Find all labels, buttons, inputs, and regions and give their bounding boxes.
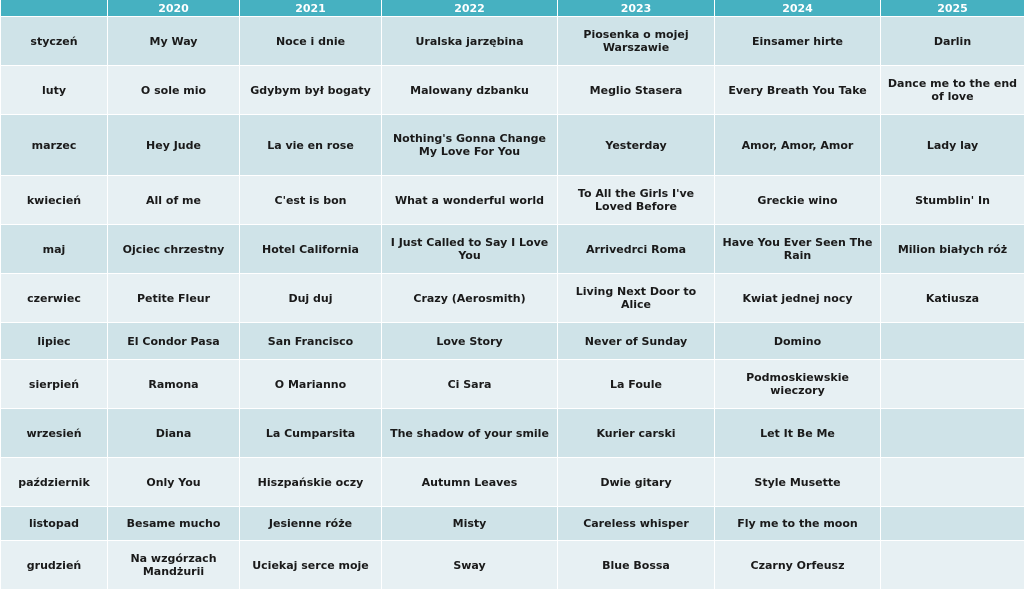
- song-cell: Domino: [715, 323, 881, 360]
- table-row: [1, 541, 1024, 590]
- song-cell: Stumblin' In: [881, 176, 1024, 225]
- table-row: [1, 507, 1024, 541]
- song-cell: San Francisco: [240, 323, 382, 360]
- table-row: [1, 176, 1024, 225]
- song-cell: La Foule: [558, 360, 715, 409]
- table-row: [1, 323, 1024, 360]
- song-cell: Nothing's Gonna Change My Love For You: [382, 115, 558, 176]
- month-cell: październik: [1, 458, 108, 507]
- month-cell: sierpień: [1, 360, 108, 409]
- year-header: 2023: [558, 0, 715, 17]
- song-cell: Sway: [382, 541, 558, 590]
- song-cell: Malowany dzbanku: [382, 66, 558, 115]
- header-corner-cell: [1, 0, 108, 17]
- song-cell: Amor, Amor, Amor: [715, 115, 881, 176]
- song-cell: Piosenka o mojej Warszawie: [558, 17, 715, 66]
- song-cell: Duj duj: [240, 274, 382, 323]
- table-row: [1, 66, 1024, 115]
- song-cell: Darlin: [881, 17, 1024, 66]
- song-cell: Careless whisper: [558, 507, 715, 541]
- song-cell: Hotel California: [240, 225, 382, 274]
- song-cell: Kwiat jednej nocy: [715, 274, 881, 323]
- song-cell: Uralska jarzębina: [382, 17, 558, 66]
- table-row: [1, 225, 1024, 274]
- song-cell: Kurier carski: [558, 409, 715, 458]
- song-cell: Uciekaj serce moje: [240, 541, 382, 590]
- song-cell: Jesienne róże: [240, 507, 382, 541]
- song-cell: Noce i dnie: [240, 17, 382, 66]
- song-cell: [881, 360, 1024, 409]
- song-cell: What a wonderful world: [382, 176, 558, 225]
- month-cell: luty: [1, 66, 108, 115]
- month-cell: wrzesień: [1, 409, 108, 458]
- song-cell: Let It Be Me: [715, 409, 881, 458]
- year-header: 2021: [240, 0, 382, 17]
- month-cell: listopad: [1, 507, 108, 541]
- year-header: 2020: [108, 0, 240, 17]
- song-cell: All of me: [108, 176, 240, 225]
- month-cell: marzec: [1, 115, 108, 176]
- month-cell: lipiec: [1, 323, 108, 360]
- song-cell: Have You Ever Seen The Rain: [715, 225, 881, 274]
- song-cell: Yesterday: [558, 115, 715, 176]
- month-cell: maj: [1, 225, 108, 274]
- song-cell: Style Musette: [715, 458, 881, 507]
- song-cell: Fly me to the moon: [715, 507, 881, 541]
- song-cell: I Just Called to Say I Love You: [382, 225, 558, 274]
- table-row: [1, 274, 1024, 323]
- song-cell: Blue Bossa: [558, 541, 715, 590]
- song-cell: Einsamer hirte: [715, 17, 881, 66]
- song-cell: Ojciec chrzestny: [108, 225, 240, 274]
- song-cell: Diana: [108, 409, 240, 458]
- song-cell: Living Next Door to Alice: [558, 274, 715, 323]
- song-cell: Crazy (Aerosmith): [382, 274, 558, 323]
- song-cell: Milion białych róż: [881, 225, 1024, 274]
- song-cell: Every Breath You Take: [715, 66, 881, 115]
- month-cell: styczeń: [1, 17, 108, 66]
- song-cell: Podmoskiewskie wieczory: [715, 360, 881, 409]
- song-cell: O sole mio: [108, 66, 240, 115]
- song-cell: Hey Jude: [108, 115, 240, 176]
- year-header: 2024: [715, 0, 881, 17]
- year-header: 2022: [382, 0, 558, 17]
- song-cell: To All the Girls I've Loved Before: [558, 176, 715, 225]
- table-row: [1, 17, 1024, 66]
- song-cell: Na wzgórzach Mandżurii: [108, 541, 240, 590]
- song-cell: C'est is bon: [240, 176, 382, 225]
- song-cell: Love Story: [382, 323, 558, 360]
- song-cell: [881, 323, 1024, 360]
- song-cell: El Condor Pasa: [108, 323, 240, 360]
- song-cell: Petite Fleur: [108, 274, 240, 323]
- song-cell: La Cumparsita: [240, 409, 382, 458]
- song-cell: Czarny Orfeusz: [715, 541, 881, 590]
- song-cell: Besame mucho: [108, 507, 240, 541]
- song-cell: [881, 458, 1024, 507]
- table-row: [1, 360, 1024, 409]
- table-row: [1, 409, 1024, 458]
- song-cell: Gdybym był bogaty: [240, 66, 382, 115]
- song-cell: Katiusza: [881, 274, 1024, 323]
- song-cell: My Way: [108, 17, 240, 66]
- year-header: 2025: [881, 0, 1024, 17]
- song-cell: O Marianno: [240, 360, 382, 409]
- song-cell: La vie en rose: [240, 115, 382, 176]
- song-cell: Only You: [108, 458, 240, 507]
- month-cell: grudzień: [1, 541, 108, 590]
- song-cell: [881, 507, 1024, 541]
- song-cell: Autumn Leaves: [382, 458, 558, 507]
- month-cell: kwiecień: [1, 176, 108, 225]
- song-cell: Greckie wino: [715, 176, 881, 225]
- song-cell: Lady lay: [881, 115, 1024, 176]
- song-cell: Hiszpańskie oczy: [240, 458, 382, 507]
- song-cell: Ramona: [108, 360, 240, 409]
- song-cell: The shadow of your smile: [382, 409, 558, 458]
- song-cell: Ci Sara: [382, 360, 558, 409]
- song-cell: Arrivedrci Roma: [558, 225, 715, 274]
- song-cell: Meglio Stasera: [558, 66, 715, 115]
- table-row: [1, 115, 1024, 176]
- header-row: [1, 0, 1024, 17]
- month-cell: czerwiec: [1, 274, 108, 323]
- song-cell: Misty: [382, 507, 558, 541]
- song-cell: Never of Sunday: [558, 323, 715, 360]
- table-row: [1, 458, 1024, 507]
- song-cell: [881, 409, 1024, 458]
- song-cell: Dwie gitary: [558, 458, 715, 507]
- song-cell: [881, 541, 1024, 590]
- song-cell: Dance me to the end of love: [881, 66, 1024, 115]
